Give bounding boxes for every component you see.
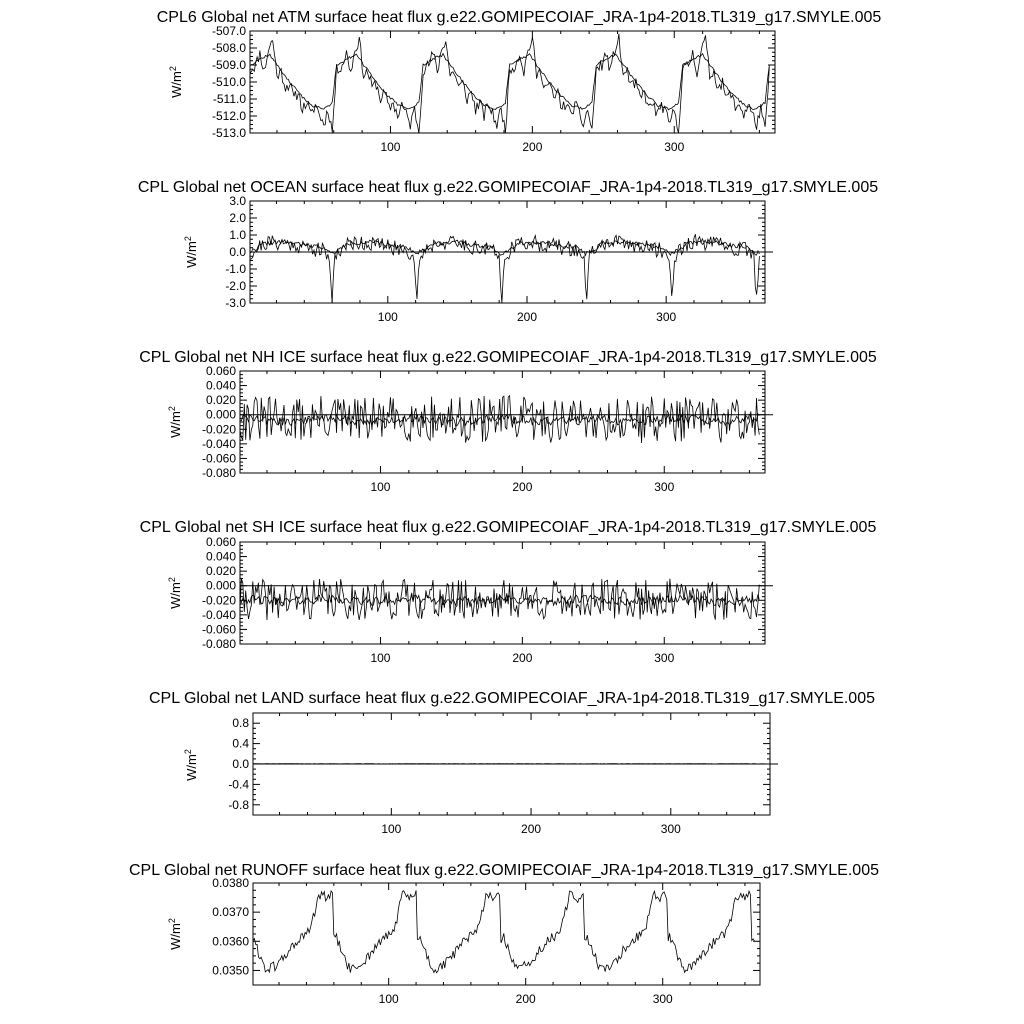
panel-title: CPL Global net OCEAN surface heat flux g.e22.GOMIPECOIAF_JRA-1p4-2018.TL319_g17.SMYLE.005 <box>137 179 879 196</box>
y-tick-label: -2.0 <box>225 279 246 293</box>
y-tick-label: -511.0 <box>212 92 246 106</box>
series-line-daily <box>250 34 769 133</box>
x-tick-label: 100 <box>378 992 399 1006</box>
panel-nh-ice <box>139 349 877 494</box>
svg-text:W/m2: $W/m^2$ <box>183 236 199 268</box>
y-tick-label: 0.040 <box>205 549 236 564</box>
y-axis-label <box>168 66 184 98</box>
y-tick-label: 2.0 <box>229 211 246 225</box>
x-tick-label: 200 <box>512 480 533 494</box>
svg-text:W/m2: $W/m^2$ <box>168 66 184 98</box>
x-tick-label: 200 <box>516 310 538 324</box>
y-tick-label: 0.040 <box>205 378 236 393</box>
series-line-smoothed <box>250 54 769 110</box>
y-tick-label: 0.000 <box>205 578 236 593</box>
y-axis-label <box>183 749 199 781</box>
y-tick-label: 1.0 <box>229 228 246 242</box>
panel-title: CPL Global net RUNOFF surface heat flux g.e22.GOMIPECOIAF_JRA-1p4-2018.TL319_g17.SMYLE.005 <box>129 862 879 879</box>
y-tick-label: 0.0350 <box>212 963 249 978</box>
y-tick-label: -512.0 <box>211 109 246 123</box>
x-tick-label: 100 <box>370 651 391 665</box>
y-tick-label: -509.0 <box>211 58 246 72</box>
y-tick-label: -3.0 <box>225 296 246 310</box>
y-tick-label: -513.0 <box>211 126 246 140</box>
y-tick-label: -0.020 <box>201 593 236 608</box>
y-tick-label: -0.040 <box>201 607 236 622</box>
y-axis-label <box>167 577 183 609</box>
svg-text:W/m2: $W/m^2$ <box>167 577 183 609</box>
y-tick-label: 3.0 <box>229 194 246 208</box>
panel-atm <box>157 9 882 154</box>
series-line-daily <box>240 579 759 620</box>
panel-title: CPL6 Global net ATM surface heat flux g.e22.GOMIPECOIAF_JRA-1p4-2018.TL319_g17.SMYLE.005 <box>156 9 882 26</box>
y-tick-label: -0.040 <box>201 436 236 451</box>
y-tick-label: 0.0360 <box>212 934 249 949</box>
x-tick-label: 300 <box>664 140 685 154</box>
series-line-daily <box>250 234 759 303</box>
y-tick-label: 0.4 <box>232 736 249 751</box>
series-line-daily <box>253 890 755 972</box>
y-tick-label: -0.8 <box>228 797 249 812</box>
y-tick-label: -0.080 <box>201 466 236 480</box>
svg-text:W/m2: $W/m^2$ <box>167 918 183 950</box>
y-axis-label <box>167 918 183 950</box>
y-tick-label: -510.0 <box>211 75 246 89</box>
y-tick-label: 0.020 <box>205 564 236 579</box>
x-tick-label: 100 <box>381 822 402 836</box>
series-line-smoothed <box>250 240 759 256</box>
x-tick-label: 300 <box>652 992 673 1006</box>
y-tick-label: -1.0 <box>225 262 246 276</box>
y-tick-label: 0.060 <box>205 364 236 378</box>
y-tick-label: -0.4 <box>228 777 249 792</box>
x-tick-label: 200 <box>522 140 543 154</box>
svg-text:W/m2: $W/m^2$ <box>183 749 199 781</box>
panel-title: CPL Global net SH ICE surface heat flux g.e22.GOMIPECOIAF_JRA-1p4-2018.TL319_g17.SMYLE.005 <box>139 519 877 536</box>
x-tick-label: 300 <box>656 310 677 324</box>
y-tick-label: -507.0 <box>211 24 246 38</box>
x-tick-label: 200 <box>512 651 533 665</box>
panel-title: CPL Global net LAND surface heat flux g.e22.GOMIPECOIAF_JRA-1p4-2018.TL319_g17.SMYLE.005 <box>148 690 876 707</box>
panel-runoff <box>129 862 879 1006</box>
svg-text:W/m2: $W/m^2$ <box>167 406 183 438</box>
y-tick-label: 0.0 <box>229 245 246 259</box>
panel-land <box>149 690 875 836</box>
y-tick-label: -0.060 <box>201 451 236 466</box>
y-tick-label: -0.020 <box>201 422 236 437</box>
x-tick-label: 100 <box>370 480 391 494</box>
x-tick-label: 100 <box>377 310 398 324</box>
x-tick-label: 200 <box>521 822 542 836</box>
y-tick-label: -0.080 <box>201 637 236 651</box>
plot-frame <box>240 371 765 473</box>
y-tick-label: 0.0380 <box>212 876 249 890</box>
panel-ocean <box>138 179 878 324</box>
y-tick-label: 0.000 <box>205 407 236 422</box>
y-tick-label: 0.0370 <box>212 905 249 920</box>
y-tick-label: -508.0 <box>211 41 246 55</box>
y-tick-label: 0.060 <box>205 535 236 549</box>
panel-title: CPL Global net NH ICE surface heat flux g.e22.GOMIPECOIAF_JRA-1p4-2018.TL319_g17.SMYLE.005 <box>139 349 877 366</box>
x-tick-label: 100 <box>380 140 401 154</box>
y-tick-label: 0.8 <box>232 716 249 731</box>
panel-sh-ice <box>140 519 877 665</box>
x-tick-label: 300 <box>654 480 675 494</box>
y-axis-label <box>183 236 199 268</box>
x-tick-label: 300 <box>654 651 675 665</box>
y-tick-label: -0.060 <box>201 622 236 637</box>
y-tick-label: 0.020 <box>205 393 236 408</box>
x-tick-label: 300 <box>660 822 681 836</box>
y-tick-label: 0.0 <box>232 757 249 771</box>
x-tick-label: 200 <box>515 992 536 1006</box>
y-axis-label <box>167 406 183 438</box>
